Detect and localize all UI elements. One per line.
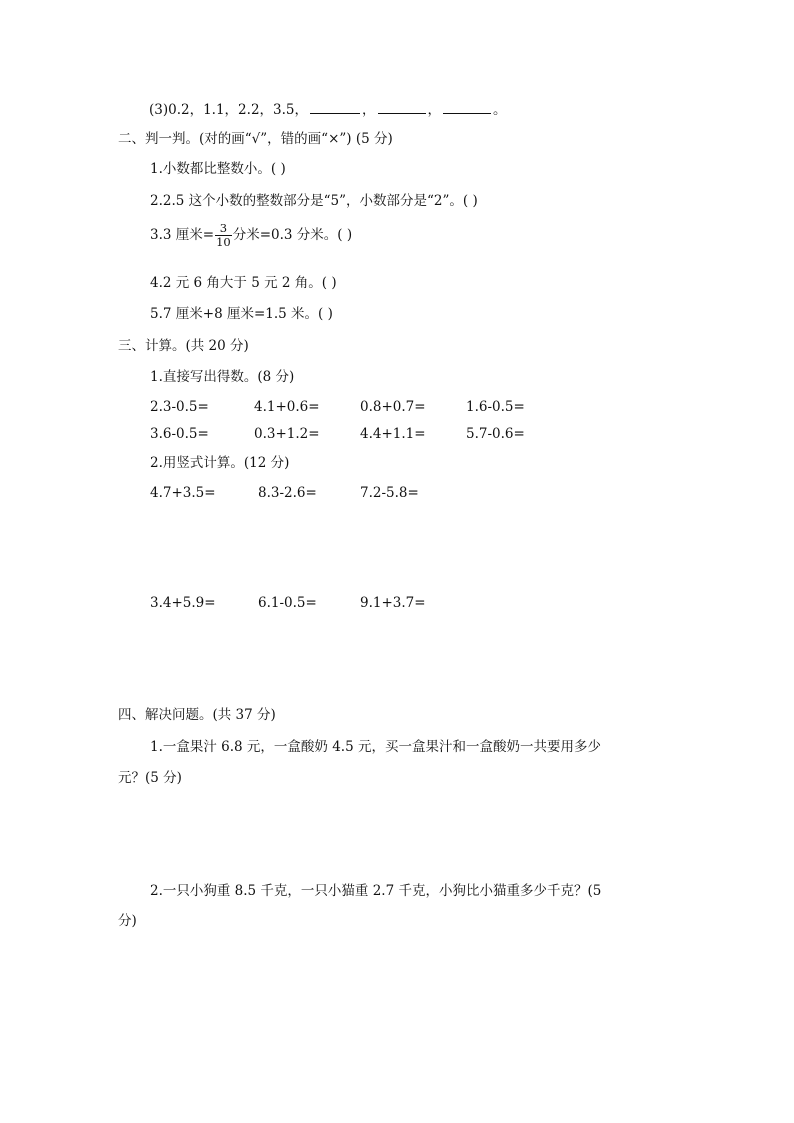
direct-calc-cell: 2.3-0.5= bbox=[150, 399, 209, 415]
answer-blank-3[interactable] bbox=[443, 100, 491, 114]
vertical-calc-cell: 9.1+3.7= bbox=[360, 595, 426, 611]
section-3-heading: 三、计算。(共 20 分) bbox=[118, 338, 249, 354]
sequence-text: (3)0.2，1.1，2.2，3.5， bbox=[149, 102, 309, 118]
section-4-heading: 四、解决问题。(共 37 分) bbox=[118, 707, 276, 723]
direct-calc-cell: 0.8+0.7= bbox=[360, 399, 426, 415]
word-problem-2-line-1: 2.一只小狗重 8.5 千克，一只小猫重 2.7 千克，小狗比小猫重多少千克？(5 bbox=[150, 883, 602, 899]
direct-calc-cell: 4.1+0.6= bbox=[254, 399, 320, 415]
judge-item-5: 5.7 厘米+8 厘米=1.5 米。( ) bbox=[150, 306, 333, 322]
answer-blank-2[interactable] bbox=[378, 100, 426, 114]
judge-item-3: 3.3 厘米= $\frac{3}{10}$ 分米=0.3 分米。( ) bbox=[150, 221, 353, 249]
direct-calc-cell: 5.7-0.6= bbox=[466, 426, 525, 442]
vertical-calc-cell: 3.4+5.9= bbox=[150, 595, 216, 611]
direct-calc-cell: 3.6-0.5= bbox=[150, 426, 209, 442]
vertical-calc-cell: 8.3-2.6= bbox=[258, 485, 317, 501]
answer-blank-1[interactable] bbox=[310, 100, 360, 114]
direct-calc-cell: 1.6-0.5= bbox=[466, 399, 525, 415]
fill-in-item-3: (3)0.2，1.1，2.2，3.5， ， ， 。 bbox=[149, 102, 507, 118]
vertical-calc-title: 2.用竖式计算。(12 分) bbox=[150, 455, 290, 471]
direct-calc-cell: 4.4+1.1= bbox=[360, 426, 426, 442]
vertical-calc-cell: 7.2-5.8= bbox=[360, 485, 419, 501]
section-2-heading: 二、判一判。(对的画“√”，错的画“×”) (5 分) bbox=[118, 131, 393, 147]
word-problem-2-line-2: 分) bbox=[118, 913, 137, 929]
fraction: $\frac{3}{10}$ bbox=[216, 221, 231, 249]
direct-calc-title: 1.直接写出得数。(8 分) bbox=[150, 369, 295, 385]
vertical-calc-cell: 4.7+3.5= bbox=[150, 485, 216, 501]
word-problem-1-line-1: 1.一盒果汁 6.8 元，一盒酸奶 4.5 元，买一盒果汁和一盒酸奶一共要用多少 bbox=[150, 739, 601, 755]
word-problem-1-line-2: 元？(5 分) bbox=[118, 770, 182, 786]
vertical-calc-cell: 6.1-0.5= bbox=[258, 595, 317, 611]
judge-item-2: 2.2.5 这个小数的整数部分是“5”，小数部分是“2”。( ) bbox=[150, 193, 478, 209]
judge-item-4: 4.2 元 6 角大于 5 元 2 角。( ) bbox=[150, 275, 337, 291]
judge-item-1: 1.小数都比整数小。( ) bbox=[150, 161, 286, 177]
direct-calc-cell: 0.3+1.2= bbox=[254, 426, 320, 442]
